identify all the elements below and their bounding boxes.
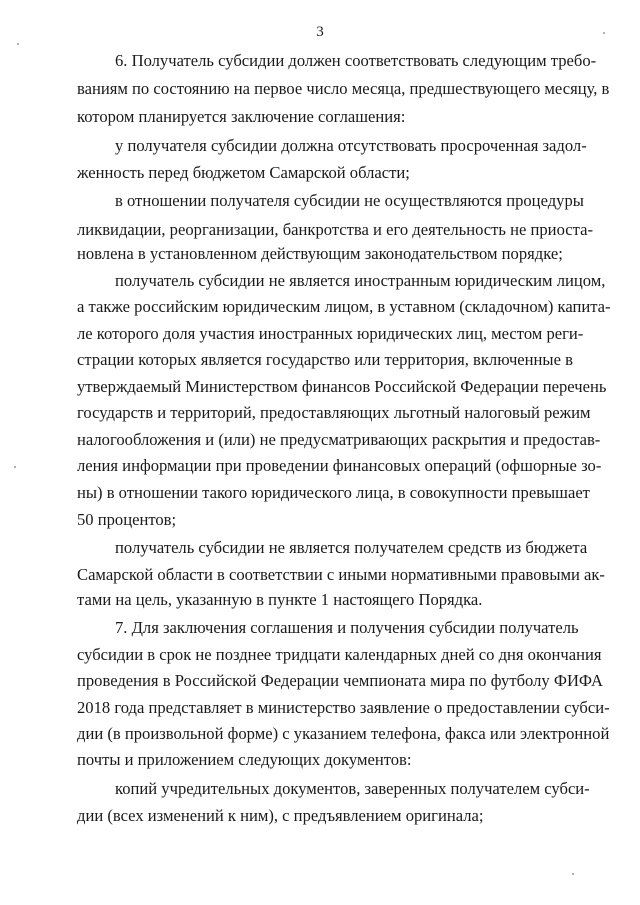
text-line: получатель субсидии не является получателем средств из бюджета: [115, 538, 588, 557]
text-line: дии (в произвольной форме) с указанием телефона, факса или электронной: [77, 724, 610, 743]
text-line: Самарской области в соответствии с иными нормативными правовыми ак-: [77, 565, 605, 584]
text-line: получатель субсидии не является иностранным юридическим лицом,: [115, 271, 606, 290]
text-line: ликвидации, реорганизации, банкротства и его деятельность не приоста-: [77, 220, 593, 239]
text-line: 2018 года представляет в министерство заявление о предоставлении субси-: [77, 698, 610, 717]
scan-speck: [17, 43, 19, 45]
text-line: в отношении получателя субсидии не осуществляются процедуры: [115, 191, 584, 210]
text-line: 50 процентов;: [77, 510, 177, 529]
scan-speck: [572, 873, 574, 875]
text-line: утверждаемый Министерством финансов Российской Федерации перечень: [77, 377, 607, 396]
text-line: ле которого доля участия иностранных юридических лиц, местом реги-: [77, 324, 584, 343]
text-line: копий учредительных документов, заверенных получателем субси-: [115, 779, 590, 798]
text-line: женность перед бюджетом Самарской области;: [77, 163, 410, 182]
text-line: а также российским юридическим лицом, в уставном (складочном) капита-: [77, 297, 611, 316]
text-line: государств и территорий, предоставляющих льготный налоговый режим: [77, 403, 591, 422]
text-line: котором планируется заключение соглашения:: [77, 107, 406, 126]
text-line: ны) в отношении такого юридического лица, в совокупности превышает: [77, 483, 590, 502]
text-line: дии (всех изменений к ним), с предъявлением оригинала;: [77, 806, 484, 825]
text-line: ления информации при проведении финансовых операций (офшорные зо-: [77, 456, 602, 475]
text-line: субсидии в срок не позднее тридцати календарных дней со дня окончания: [77, 645, 602, 664]
scan-speck: [14, 466, 16, 468]
text-line: тами на цель, указанную в пункте 1 настоящего Порядка.: [77, 590, 483, 609]
text-line: страции которых является государство или территория, включенные в: [77, 350, 573, 369]
text-line: 7. Для заключения соглашения и получения субсидии получатель: [115, 618, 579, 637]
text-line: у получателя субсидии должна отсутствовать просроченная задол-: [115, 136, 587, 155]
text-line: новлена в установленном действующим законодательством порядке;: [77, 244, 563, 263]
page-number: 3: [316, 24, 324, 40]
text-line: почты и приложением следующих документов:: [77, 750, 412, 769]
text-line: ваниям по состоянию на первое число месяца, предшествующего месяцу, в: [77, 79, 610, 98]
text-line: проведения в Российской Федерации чемпионата мира по футболу ФИФА: [77, 671, 603, 690]
text-line: налогообложения и (или) не предусматривающих раскрытия и предостав-: [77, 430, 601, 449]
scan-speck: [603, 32, 605, 34]
text-line: 6. Получатель субсидии должен соответствовать следующим требо-: [115, 51, 597, 70]
